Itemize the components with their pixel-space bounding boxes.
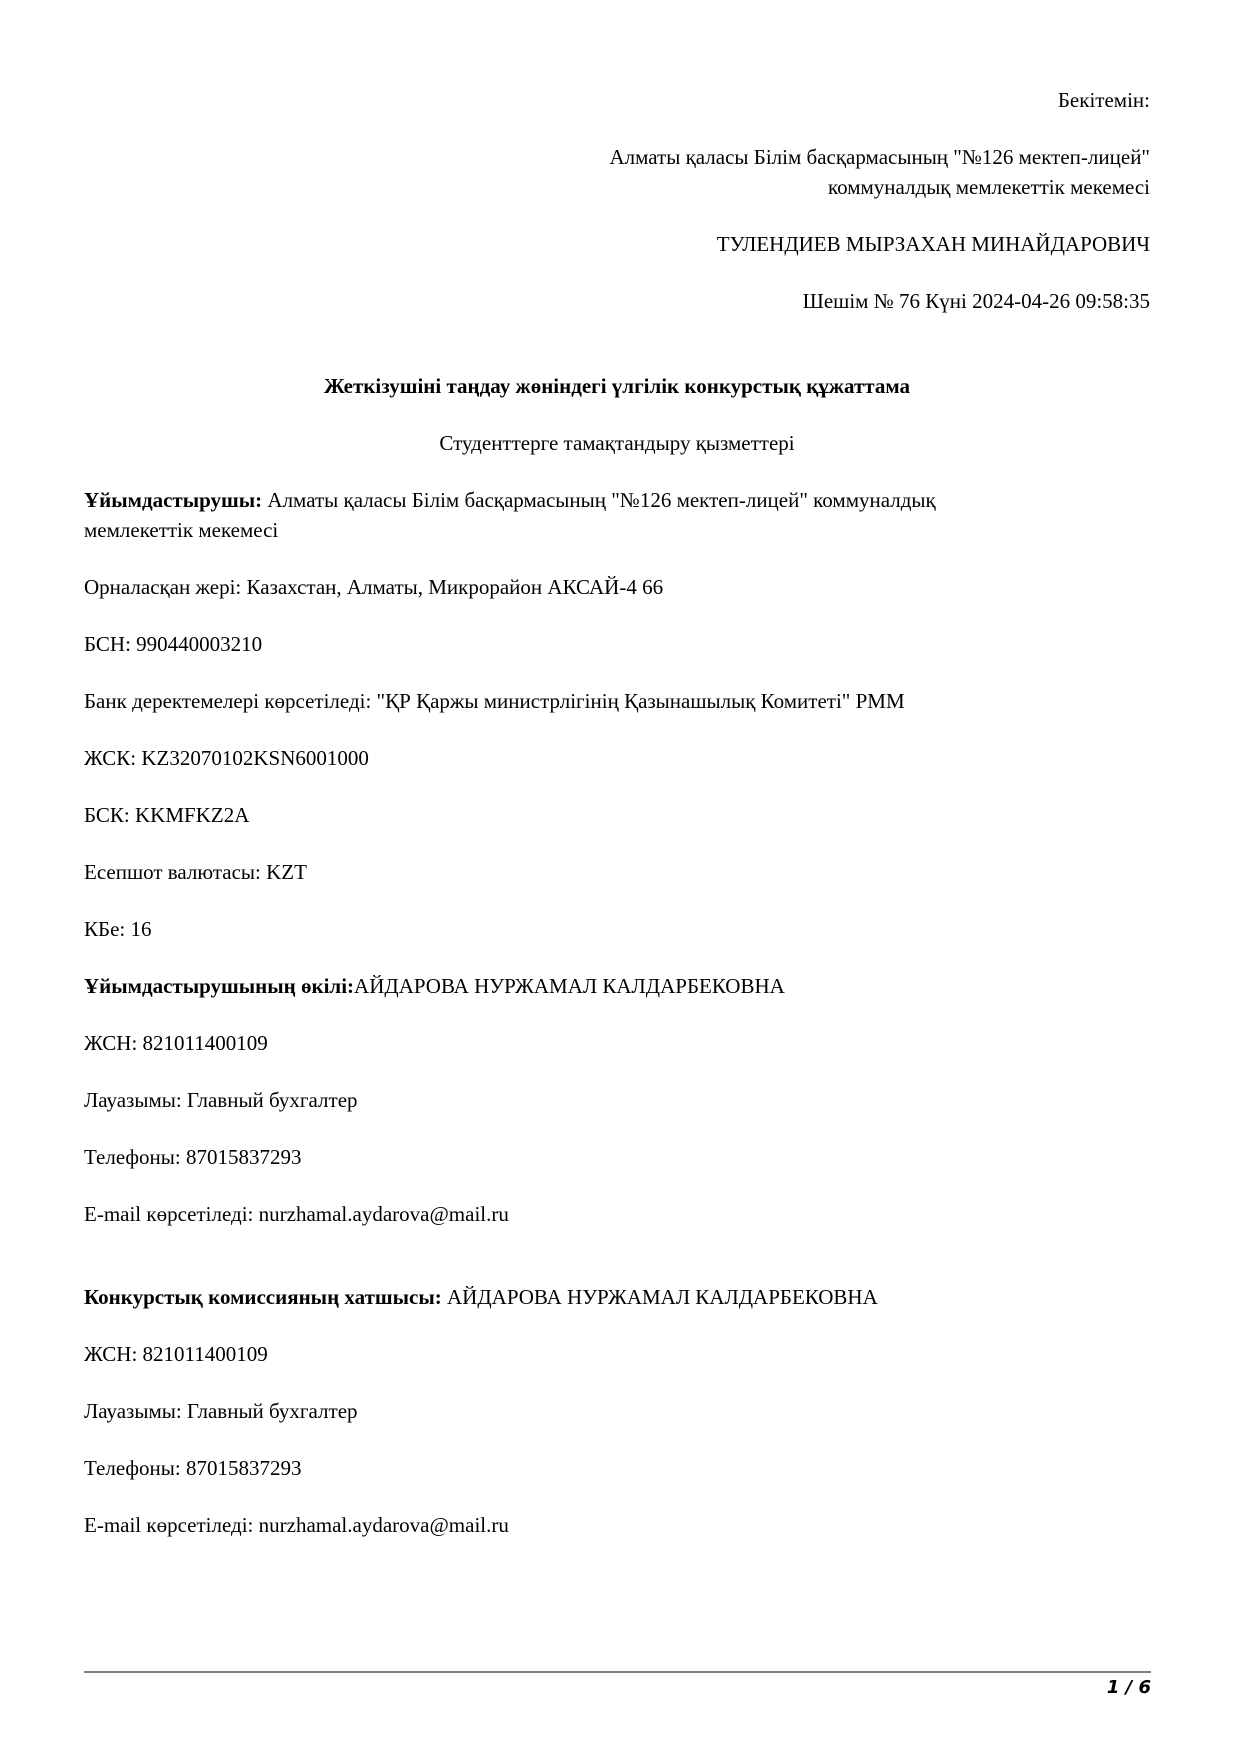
- decision-info: Шешім № 76 Күні 2024-04-26 09:58:35: [802, 289, 1150, 313]
- approver-name: ТУЛЕНДИЕВ МЫРЗАХАН МИНАЙДАРОВИЧ: [716, 232, 1150, 256]
- organizer-iban: ЖСК: KZ32070102KSN6001000: [84, 746, 369, 770]
- secretary-email: E-mail көрсетіледі: nurzhamal.aydarova@mail.ru: [84, 1513, 509, 1537]
- secretary-heading: [84, 1282, 1150, 1312]
- secretary-phone: Телефоны: 87015837293: [84, 1456, 302, 1480]
- organizer-kbe: КБе: 16: [84, 917, 152, 941]
- approval-label: Бекітемін:: [1057, 88, 1150, 112]
- organization-name: [84, 142, 1150, 202]
- representative-iin: ЖСН: 821011400109: [84, 1031, 268, 1055]
- secretary-position: Лауазымы: Главный бухгалтер: [84, 1399, 358, 1423]
- organizer-account-currency: Есепшот валютасы: KZT: [84, 860, 307, 884]
- organizer-bin: БСН: 990440003210: [84, 632, 263, 656]
- organization-name-line1: Алматы қаласы Білім басқармасының "№126 мектеп-лицей": [609, 145, 1150, 169]
- organizer-line: [84, 485, 1049, 545]
- representative-label: Ұйымдастырушының өкілі:: [84, 974, 355, 998]
- organizer-bic: БСК: KKMFKZ2A: [84, 803, 250, 827]
- representative-email: E-mail көрсетіледі: nurzhamal.aydarova@mail.ru: [84, 1202, 509, 1226]
- document-subtitle: Студенттерге тамақтандыру қызметтері: [439, 431, 795, 455]
- representative-name: АЙДАРОВА НУРЖАМАЛ КАЛДАРБЕКОВНА: [354, 974, 785, 998]
- document-title: Жеткізушіні таңдау жөніндегі үлгілік конкурстық құжаттама: [323, 374, 911, 398]
- organizer-name: Алматы қаласы Білім басқармасының "№126 мектеп-лицей" коммуналдық мемлекеттік мекемесі: [84, 488, 936, 542]
- secretary-name: АЙДАРОВА НУРЖАМАЛ КАЛДАРБЕКОВНА: [447, 1285, 878, 1309]
- organizer-bank-details: Банк деректемелері көрсетіледі: "ҚР Қаржы министрлігінің Қазынашылық Комитеті" РММ: [84, 689, 905, 713]
- organizer-location: Орналасқан жері: Казахстан, Алматы, Микрорайон АКСАЙ-4 66: [84, 575, 664, 599]
- representative-heading: [84, 971, 1150, 1001]
- organizer-label: Ұйымдастырушы:: [84, 488, 263, 512]
- representative-position: Лауазымы: Главный бухгалтер: [84, 1088, 358, 1112]
- page-number: 1 / 6: [1106, 1677, 1151, 1698]
- secretary-label: Конкурстық комиссияның хатшысы:: [84, 1285, 442, 1309]
- secretary-iin: ЖСН: 821011400109: [84, 1342, 268, 1366]
- representative-phone: Телефоны: 87015837293: [84, 1145, 302, 1169]
- page-footer: [84, 1671, 1151, 1701]
- organization-name-line2: коммуналдық мемлекеттік мекемесі: [827, 175, 1150, 199]
